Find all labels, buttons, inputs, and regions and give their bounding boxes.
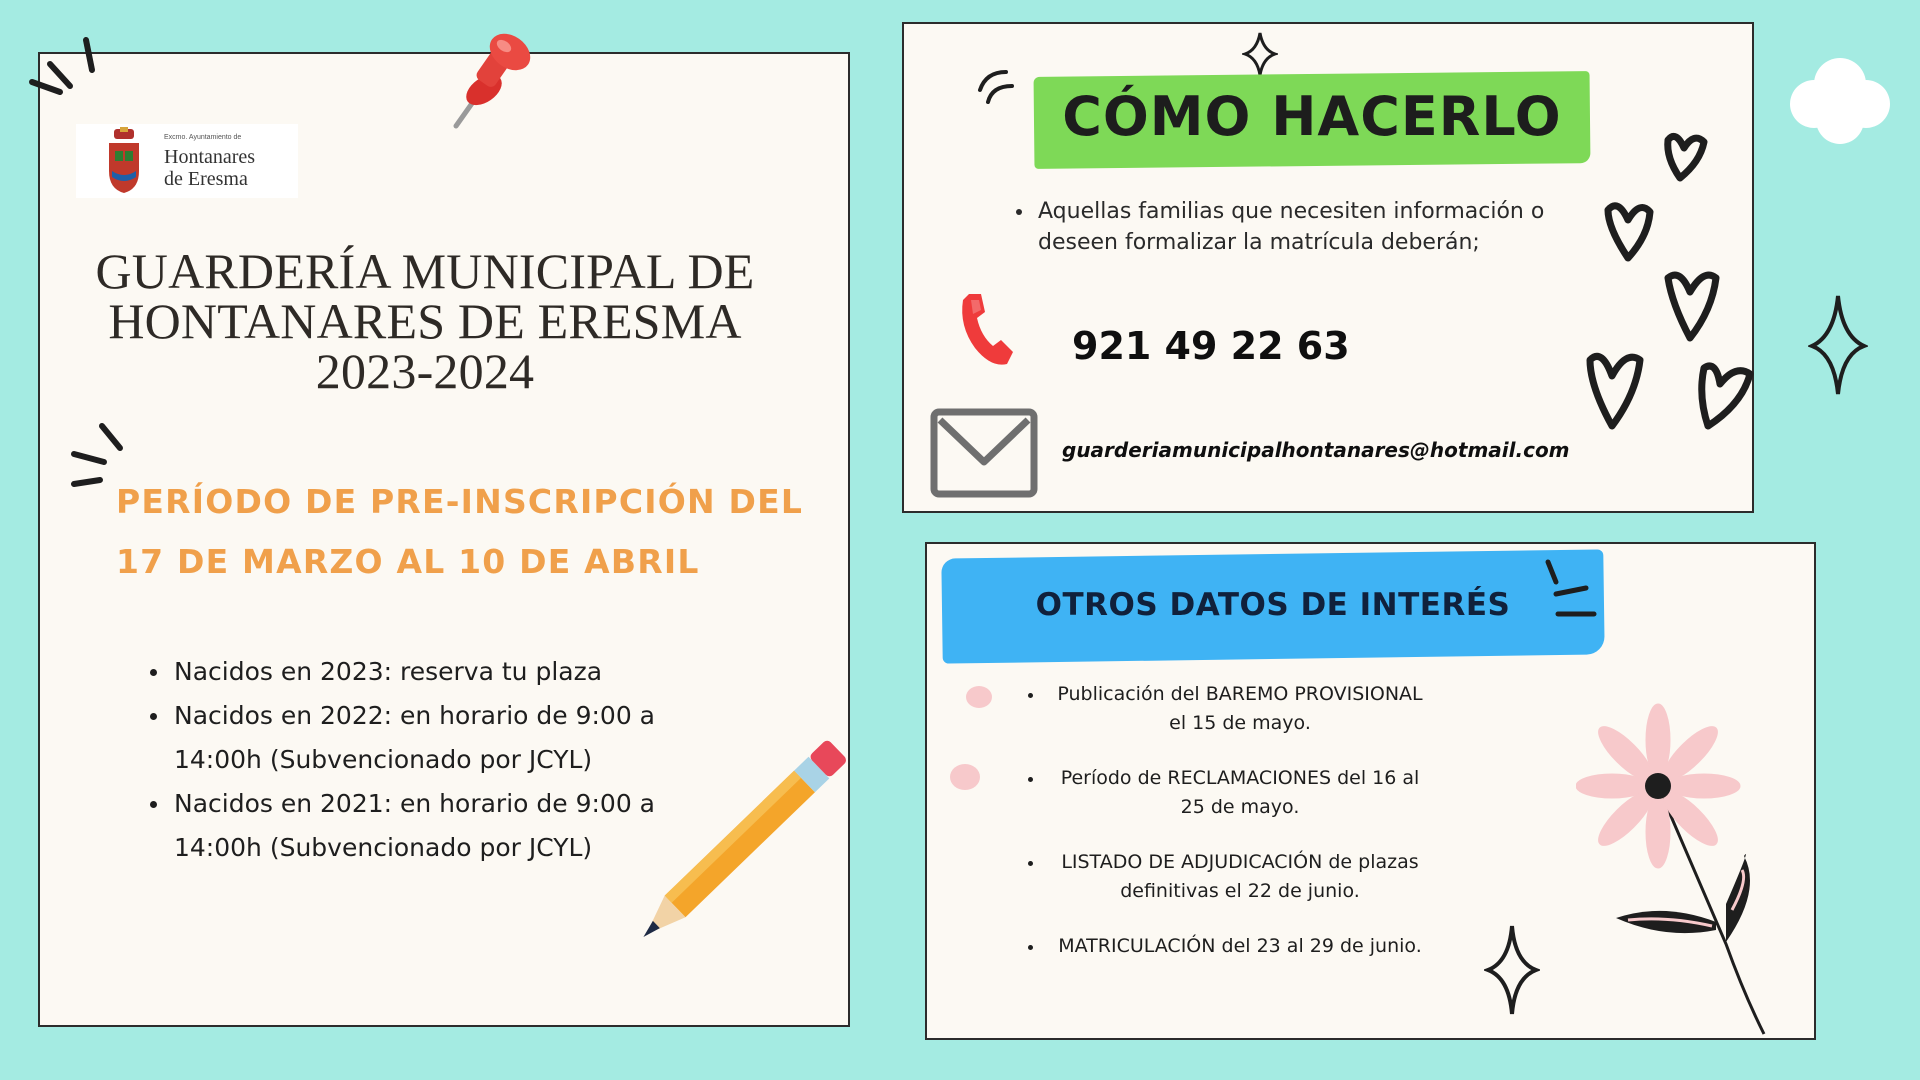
heart-icon bbox=[1668, 136, 1704, 178]
preinscription-period bbox=[116, 472, 836, 592]
heart-icon bbox=[1702, 366, 1750, 426]
heart-icon bbox=[1608, 206, 1650, 258]
how-instructions bbox=[1014, 196, 1604, 258]
title-line-2: HONTANARES DE ERESMA bbox=[108, 293, 742, 349]
list-item: Publicación del BAREMO PROVISIONAL el 15 de mayo. bbox=[1012, 680, 1432, 738]
pencil-icon bbox=[612, 712, 882, 962]
how-title: CÓMO HACERLO bbox=[1062, 85, 1562, 148]
emphasis-marks bbox=[1536, 556, 1606, 626]
list-item: MATRICULACIÓN del 23 al 29 de junio. bbox=[1012, 932, 1432, 961]
town-hall-logo bbox=[76, 124, 298, 198]
list-item: Nacidos en 2022: en horario de 9:00 a 14:00h (Subvencionado por JCYL) bbox=[150, 694, 730, 782]
cloud-icon bbox=[1784, 52, 1896, 152]
sparkle-icon bbox=[1242, 30, 1278, 78]
list-item: Período de RECLAMACIONES del 16 al 25 de mayo. bbox=[1012, 764, 1432, 822]
mail-icon bbox=[930, 408, 1038, 498]
page-title bbox=[60, 243, 790, 399]
logo-small-text: Excmo. Ayuntamiento de bbox=[164, 134, 242, 141]
logo-line-1: Hontanares bbox=[164, 146, 256, 168]
dates-list bbox=[1012, 680, 1432, 987]
list-item: Nacidos en 2023: reserva tu plaza bbox=[150, 650, 730, 694]
heart-icon bbox=[1668, 275, 1716, 338]
pink-dot bbox=[966, 686, 992, 708]
sparkle-icon bbox=[1484, 922, 1540, 1018]
list-item: LISTADO DE ADJUDICACIÓN de plazas definitivas el 22 de junio. bbox=[1012, 848, 1432, 906]
period-line-1: PERÍODO DE PRE-INSCRIPCIÓN DEL bbox=[116, 482, 804, 521]
email-link[interactable]: guarderiamunicipalhontanares@hotmail.com bbox=[1062, 438, 1570, 462]
logo-name bbox=[164, 146, 255, 190]
pink-dot bbox=[950, 764, 980, 790]
list-item: Nacidos en 2021: en horario de 9:00 a 14:00h (Subvencionado por JCYL) bbox=[150, 782, 730, 870]
list-item: Aquellas familias que necesiten información o deseen formalizar la matrícula deberán; bbox=[1014, 196, 1604, 258]
title-line-3: 2023-2024 bbox=[315, 343, 535, 399]
hearts-decoration bbox=[1580, 128, 1770, 438]
scribble-arcs bbox=[974, 66, 1020, 114]
sparkle-icon bbox=[1808, 292, 1868, 398]
pushpin-icon bbox=[436, 26, 536, 136]
flower-icon bbox=[1576, 694, 1784, 1040]
phone-number[interactable]: 921 49 22 63 bbox=[1072, 324, 1350, 368]
logo-line-2: de Eresma bbox=[164, 168, 248, 190]
title-line-1: GUARDERÍA MUNICIPAL DE bbox=[95, 243, 755, 299]
phone-icon bbox=[955, 290, 1015, 370]
heart-icon bbox=[1590, 356, 1640, 426]
info-title: OTROS DATOS DE INTERÉS bbox=[1035, 587, 1511, 623]
coat-of-arms-icon bbox=[106, 127, 142, 195]
period-line-2: 17 DE MARZO AL 10 DE ABRIL bbox=[116, 542, 700, 581]
scribble-marks bbox=[26, 30, 106, 100]
